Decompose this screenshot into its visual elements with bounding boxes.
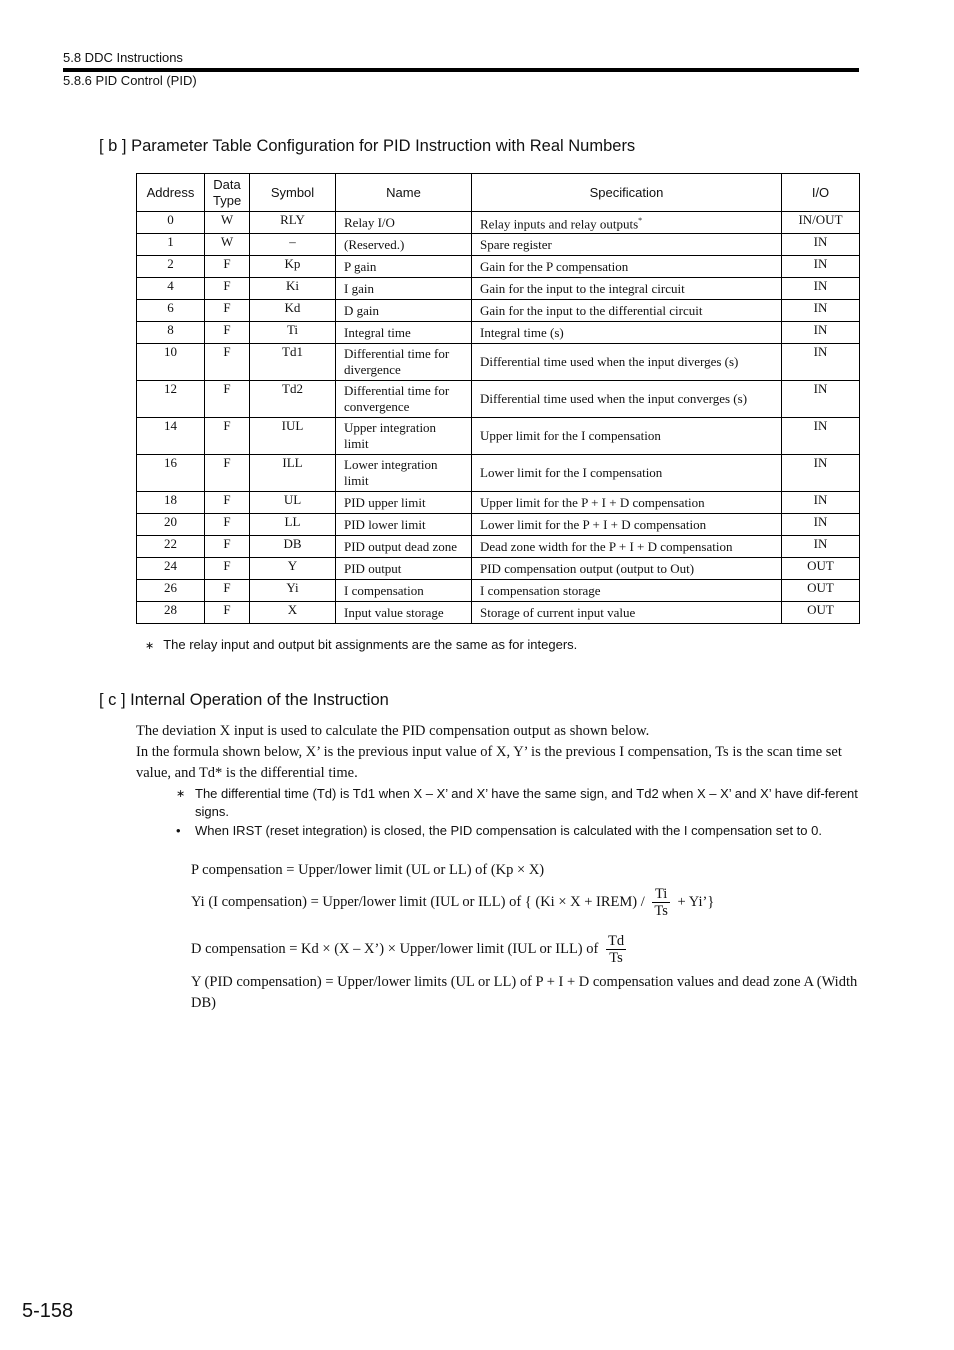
cell-specification [472,455,782,492]
cell-io [782,344,860,381]
cell-name [336,455,472,492]
cell-io [782,558,860,580]
cell-io-text: IN [813,418,828,433]
cell-specification [472,322,782,344]
table-row [137,322,860,344]
cell-specification-text: Dead zone width for the P + I + D compensation [480,538,733,554]
cell-io-text: IN [813,514,828,529]
cell-data-type [205,455,250,492]
parameter-table-body [137,212,860,624]
table-row [137,300,860,322]
page-number: 5-158 [22,1300,74,1322]
cell-io [782,300,860,322]
column-header-data-type: Data Type [205,174,250,212]
cell-io-text: IN [813,234,828,249]
cell-symbol [250,536,336,558]
table-row [137,558,860,580]
cell-name-text: Relay I/O [344,214,395,230]
cell-address [137,455,205,492]
cell-address [137,602,205,624]
cell-symbol [250,455,336,492]
cell-name [336,344,472,381]
cell-name-text: PID output [344,560,402,576]
column-header-name: Name [336,174,472,212]
cell-specification [472,514,782,536]
cell-symbol-text: ILL [282,455,303,470]
cell-io [782,455,860,492]
cell-specification-text: Upper limit for the I compensation [480,428,661,443]
cell-symbol [250,418,336,455]
table-row [137,580,860,602]
table-row [137,278,860,300]
cell-specification-text: Differential time used when the input converges (s) [480,391,748,406]
cell-name [336,536,472,558]
cell-data-type [205,492,250,514]
cell-symbol [250,300,336,322]
table-row [137,492,860,514]
bullet-icon: • [176,823,181,838]
cell-name [336,256,472,278]
cell-address-text: 8 [167,322,174,337]
cell-symbol-text: DB [283,536,302,551]
cell-symbol [250,256,336,278]
cell-data-type [205,558,250,580]
cell-specification [472,536,782,558]
section-b-heading: [ b ] Parameter Table Configuration for PID Instruction with Real Numbers [99,137,636,155]
cell-data-type [205,300,250,322]
cell-data-type-text: F [223,536,231,551]
cell-address [137,492,205,514]
cell-name-text: P gain [344,258,377,274]
cell-symbol [250,322,336,344]
cell-address-text: 20 [164,514,177,529]
cell-io-text: OUT [807,580,834,595]
cell-io [782,580,860,602]
cell-address [137,536,205,558]
cell-symbol [250,381,336,418]
table-row [137,381,860,418]
column-header-specification: Specification [472,174,782,212]
cell-io-text: IN [813,344,828,359]
cell-specification [472,602,782,624]
cell-io-text: IN [813,381,828,396]
cell-symbol-text: Td2 [282,381,303,396]
section-c-heading: [ c ] Internal Operation of the Instruction [99,691,389,709]
formula-d-lead: D compensation = Kd × (X – X’) × Upper/lower limit (IUL or ILL) of [191,940,599,957]
cell-data-type [205,278,250,300]
cell-data-type-text: F [223,492,231,507]
cell-data-type [205,344,250,381]
cell-address [137,278,205,300]
cell-address [137,514,205,536]
footnote-mark: ∗ [145,640,155,652]
cell-name-text: (Reserved.) [344,236,405,252]
cell-address-text: 4 [167,278,174,293]
cell-data-type-text: F [223,514,231,529]
cell-symbol [250,602,336,624]
table-row [137,514,860,536]
cell-address-text: 2 [167,256,174,271]
cell-data-type [205,602,250,624]
fraction-denominator: Ts [654,903,668,919]
cell-symbol [250,514,336,536]
cell-name-text: Upper integration limit [344,420,437,451]
cell-specification-text: Gain for the input to the differential circuit [480,302,703,318]
cell-data-type [205,418,250,455]
cell-io [782,278,860,300]
cell-io [782,536,860,558]
cell-data-type [205,536,250,558]
cell-specification-text: Integral time (s) [480,324,564,340]
table-row [137,212,860,234]
cell-name-text: PID upper limit [344,494,426,510]
cell-name [336,602,472,624]
cell-specification [472,300,782,322]
fraction-denominator: Ts [609,950,623,966]
cell-specification [472,492,782,514]
table-row [137,602,860,624]
cell-address [137,212,205,234]
cell-io-text: IN [813,256,828,271]
cell-symbol [250,234,336,256]
cell-specification-text: Spare register [480,236,552,252]
cell-address [137,322,205,344]
cell-symbol-text: Td1 [282,344,303,359]
cell-specification-text: I compensation storage [480,582,601,598]
formula-d [191,933,630,966]
cell-name [336,234,472,256]
cell-address [137,558,205,580]
cell-data-type-text: F [223,381,231,396]
cell-address [137,234,205,256]
cell-io-text: IN [813,322,828,337]
table-row [137,234,860,256]
cell-address-text: 18 [164,492,177,507]
note-text: The differential time (Td) is Td1 when X – X’ and X’ have the same sign, and Td2 when X – X’ and X’ have dif-ferent signs. [195,786,858,819]
table-row [137,418,860,455]
cell-name-text: I compensation [344,582,424,598]
cell-symbol-text: – [289,234,296,249]
fraction-ti-ts [652,886,670,919]
cell-io [782,514,860,536]
cell-name [336,212,472,234]
cell-address-text: 26 [164,580,177,595]
cell-address [137,580,205,602]
cell-data-type [205,381,250,418]
cell-symbol-text: UL [283,492,302,507]
cell-symbol-text: LL [284,514,301,529]
cell-name-text: Integral time [344,324,411,340]
cell-address-text: 24 [164,558,177,573]
table-row [137,536,860,558]
table-row [137,344,860,381]
cell-io [782,322,860,344]
cell-specification [472,256,782,278]
cell-specification [472,344,782,381]
cell-address-text: 16 [164,455,177,470]
cell-specification-text: Storage of current input value [480,604,636,620]
cell-io [782,492,860,514]
note-irst [178,822,862,840]
cell-data-type [205,322,250,344]
column-header-io: I/O [782,174,860,212]
formula-y: Y (PID compensation) = Upper/lower limits (UL or LL) of P + I + D compensation values and dead zone A (Width DB) [191,974,858,1011]
cell-data-type-text: F [223,580,231,595]
paragraph-deviation: The deviation X input is used to calculate the PID compensation output as shown below. [136,723,650,739]
cell-address [137,256,205,278]
cell-specification [472,278,782,300]
header-rule [63,68,859,72]
cell-address-text: 14 [164,418,177,433]
cell-specification [472,418,782,455]
cell-specification [472,234,782,256]
cell-symbol-text: RLY [280,212,305,227]
cell-io-text: IN [813,300,828,315]
cell-data-type-text: F [223,322,231,337]
paragraph-formula-terms: In the formula shown below, X’ is the previous input value of X, Y’ is the previous I compensation, Ts is the scan time set value, and Td* is the differential time. [136,744,842,781]
cell-name [336,492,472,514]
cell-data-type-text: F [223,256,231,271]
cell-io-text: OUT [807,602,834,617]
cell-symbol-text: Ki [286,278,299,293]
cell-data-type-text: F [223,602,231,617]
cell-data-type-text: F [223,344,231,359]
cell-name [336,278,472,300]
note-text: When IRST (reset integration) is closed, the PID compensation is calculated with the I compensation set to 0. [195,823,822,838]
cell-address-text: 28 [164,602,177,617]
cell-specification-text: Lower limit for the P + I + D compensation [480,516,707,532]
formula-p: P compensation = Upper/lower limit (UL or LL) of (Kp × X) [191,862,545,878]
cell-io [782,602,860,624]
cell-io-text: IN [813,278,828,293]
cell-data-type-text: F [223,278,231,293]
cell-address [137,381,205,418]
cell-io-text: IN/OUT [798,212,843,227]
cell-io [782,234,860,256]
cell-address [137,418,205,455]
cell-io [782,256,860,278]
cell-name-text: PID output dead zone [344,538,458,554]
cell-specification [472,212,782,234]
table-row [137,256,860,278]
cell-address-text: 6 [167,300,174,315]
cell-specification [472,381,782,418]
cell-data-type [205,256,250,278]
cell-specification-text: Differential time used when the input diverges (s) [480,354,739,369]
note-mark: ∗ [176,788,186,800]
cell-io [782,381,860,418]
cell-name [336,322,472,344]
formula-yi [191,886,714,919]
cell-data-type [205,212,250,234]
cell-specification-text: Gain for the P compensation [480,258,629,274]
cell-symbol-text: Yi [286,580,299,595]
cell-name [336,300,472,322]
cell-io [782,418,860,455]
formula-yi-lead: Yi (I compensation) = Upper/lower limit (IUL or ILL) of { (Ki × X + IREM) / [191,893,645,910]
cell-specification-text: Lower limit for the I compensation [480,465,663,480]
cell-symbol [250,580,336,602]
cell-address-text: 0 [167,212,174,227]
cell-symbol-text: X [287,602,298,617]
running-header-section: 5.8 DDC Instructions [63,50,183,65]
cell-data-type [205,580,250,602]
cell-name [336,381,472,418]
cell-address-text: 12 [164,381,177,396]
cell-symbol-text: Kp [284,256,301,271]
cell-io-text: OUT [807,558,834,573]
cell-name-text: D gain [344,302,380,318]
cell-data-type-text: W [220,234,234,249]
table-header-row [137,174,860,212]
cell-data-type-text: F [223,558,231,573]
section-c-body [136,721,860,784]
cell-specification-text: PID compensation output (output to Out) [480,560,695,576]
cell-specification-text: Relay inputs and relay outputs [480,216,639,232]
fraction-td-ts [606,933,626,966]
cell-address [137,300,205,322]
parameter-table [136,173,860,624]
cell-data-type-text: W [220,212,234,227]
cell-symbol-text: Y [287,558,298,573]
cell-data-type-text: F [223,455,231,470]
cell-specification [472,558,782,580]
cell-name-text: Input value storage [344,604,444,620]
formula-yi-tail: + Yi’} [677,893,715,910]
cell-name-text: PID lower limit [344,516,426,532]
running-header-subsection: 5.8.6 PID Control (PID) [63,73,197,88]
note-differential-time [178,785,862,821]
cell-address [137,344,205,381]
table-footnote [145,637,577,652]
cell-io-text: IN [813,536,828,551]
cell-symbol-text: Ti [286,322,299,337]
column-header-symbol: Symbol [250,174,336,212]
cell-name-text: Lower integration limit [344,457,438,488]
cell-address-text: 22 [164,536,177,551]
cell-io-text: IN [813,455,828,470]
cell-symbol [250,212,336,234]
cell-name [336,418,472,455]
fraction-numerator: Ti [652,886,670,903]
cell-symbol [250,278,336,300]
cell-symbol-text: Kd [284,300,301,315]
cell-io-text: IN [813,492,828,507]
cell-data-type [205,234,250,256]
cell-name-text: Differential time for divergence [344,346,450,377]
column-header-address: Address [137,174,205,212]
cell-specification-text: Gain for the input to the integral circuit [480,280,685,296]
footnote-reference-mark: * [638,215,643,225]
cell-address-text: 10 [164,344,177,359]
cell-name-text: Differential time for convergence [344,383,450,414]
cell-specification [472,580,782,602]
cell-name [336,558,472,580]
cell-specification-text: Upper limit for the P + I + D compensation [480,494,705,510]
cell-data-type [205,514,250,536]
cell-data-type-text: F [223,300,231,315]
cell-symbol [250,344,336,381]
cell-name-text: I gain [344,280,374,296]
cell-symbol-text: IUL [281,418,304,433]
cell-symbol [250,492,336,514]
footnote-text: The relay input and output bit assignments are the same as for integers. [163,637,578,652]
cell-address-text: 1 [167,234,174,249]
cell-name [336,580,472,602]
cell-symbol [250,558,336,580]
fraction-numerator: Td [607,933,625,949]
cell-data-type-text: F [223,418,231,433]
cell-name [336,514,472,536]
table-row [137,455,860,492]
cell-io [782,212,860,234]
